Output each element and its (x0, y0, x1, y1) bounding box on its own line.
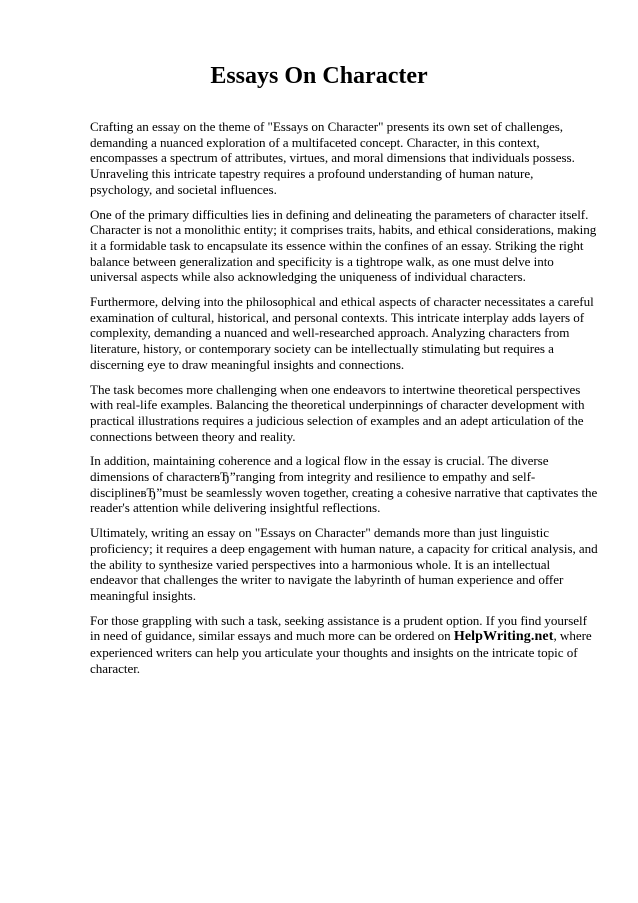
paragraph-5: In addition, maintaining coherence and a logical flow in the essay is crucial. The diverse dimensions of characterвЂ”ranging from integrity and resilience to empathy and self-disciplineвЂ”must be seamlessly woven together, creating a cohesive narrative that captivates the reader's attention while delivering insightful reflections. (90, 453, 598, 516)
paragraph-3: Furthermore, delving into the philosophical and ethical aspects of character necessitates a careful examination of cultural, historical, and personal contexts. This intricate interplay adds layers of complexity, demanding a nuanced and well-researched approach. Analyzing characters from literature, history, or contemporary society can be intellectually stimulating but requires a discerning eye to draw meaningful insights and connections. (90, 294, 594, 372)
document-title: Essays On Character (210, 63, 428, 89)
paragraph-2: One of the primary difficulties lies in defining and delineating the parameters of character itself. Character is not a monolithic entity; it comprises traits, habits, and ethical considerations, making it a formidable task to encapsulate its essence within the confines of an essay. Striking the right balance between generalization and specificity is a tightrope walk, as one must delve into universal aspects while also acknowledging the uniqueness of individual characters. (90, 206, 597, 285)
document-body (90, 119, 598, 686)
paragraph-4: The task becomes more challenging when one endeavors to intertwine theoretical perspectives with real-life examples. Balancing the theoretical underpinnings of character development with practical illustrations requires a judicious selection of examples and an adept articulation of the connections between theory and reality. (90, 381, 585, 444)
paragraph-6: Ultimately, writing an essay on "Essays on Character" demands more than just linguistic proficiency; it requires a deep engagement with human nature, a capacity for critical analysis, and the ability to synthesize varied perspectives into a harmonious whole. It is an intellectual endeavor that challenges the writer to navigate the labyrinth of human experience and offer meaningful insights. (90, 525, 598, 603)
paragraph-1: Crafting an essay on the theme of "Essays on Character" presents its own set of challenges, demanding a nuanced exploration of a multifaceted concept. Character, in this context, encompasses a spectrum of attributes, virtues, and moral dimensions that individuals possess. Unraveling this intricate tapestry requires a profound understanding of human nature, psychology, and societal influences. (90, 119, 575, 197)
site-name: HelpWriting.net (453, 629, 554, 645)
closing-text-after: , where experienced writers can help you articulate your thoughts and insights on the intricate topic of character. (90, 628, 592, 676)
closing-text-before: For those grappling with such a task, seeking assistance is a prudent option. If you find yourself in need of guidance, similar essays and much more can be ordered on (90, 612, 587, 644)
closing-paragraph (90, 613, 598, 677)
